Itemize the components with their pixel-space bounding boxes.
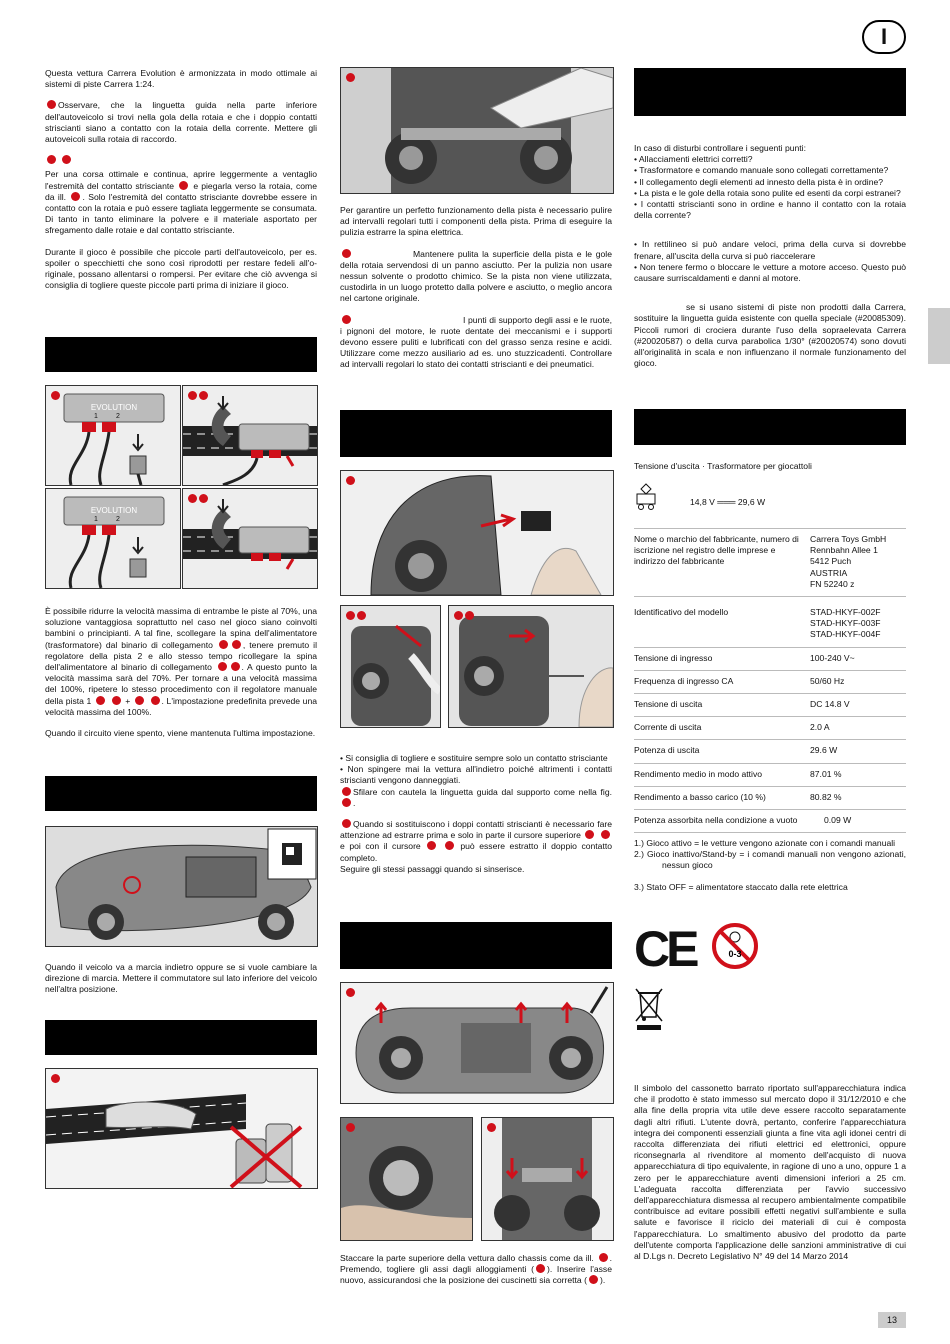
figure-guide-removal — [340, 470, 614, 596]
contact-tip-5: Seguire gli stessi passaggi quando si sinserisce. — [340, 863, 525, 874]
memory-paragraph: Quando il circuito viene spento, viene mantenuta l'ultima impostazione. — [45, 728, 316, 739]
column-2-mid — [340, 753, 612, 875]
figure-cleaning-track — [45, 1068, 318, 1189]
svg-text:2: 2 — [116, 413, 120, 420]
contact-tip-3: Sfilare con cautela la linguetta guida dal supporto come nella fig. . — [340, 787, 612, 809]
check-item: • I contatti striscianti sono in ordine e hanno il contatto con la rotaia della corrente? — [634, 199, 906, 221]
section-header-bar — [340, 922, 612, 969]
svg-text:1: 1 — [94, 413, 98, 420]
speed-paragraph: È possibile ridurre la velocità massima di entrambe le piste al 70%, una soluzione vantaggiosa soprattutto nel caso nel gioco siano coinvolti bambini o principianti. A tal fine, scollegare la spina dell'alimentatore (trasformatore) dal binario di collegamento , tenere premuto il regolatore della pista 2 e allo stesso tempo ricollegare la spina dell'alimentatore al binario di collegamento . A questo punto la velocità massima sarà del 70%. Per tornare a una velocità massima del 100%, ripetere lo stesso procedimento con il regolatore manuale della pista 1 + . L'impostazione predefinita prevede una velocità massima del 100%. — [45, 606, 318, 717]
figure-axle-removal — [340, 1117, 473, 1241]
contacts-paragraph: Per una corsa ottimale e continua, aprire leggermente a ventaglio l'estremità del contatto strisciante e piegarla verso la rotaia, come da ill. . Solo l'estremità del contatto strisciante dovrebbe essere in contatto con la rotaia e può essere tagliata leggermente se consumata. Di tanto in tanto eliminare la polvere e il materiale asportato per sfregamento dalle rotaie e dal contatto strisciante. — [45, 169, 318, 236]
spec-table — [634, 528, 906, 833]
age-warning-icon — [711, 922, 759, 973]
figure-contact-2 — [448, 605, 614, 728]
spec-row: Potenza di uscita 29.6 W — [634, 740, 906, 763]
figure-contact-1 — [340, 605, 441, 728]
contact-tip-2: • Non spingere mai la vettura all'indietro poiché altrimenti i contatti striscianti vengono danneggiati. — [340, 764, 612, 786]
page-number: 13 — [878, 1312, 906, 1328]
column-1 — [45, 68, 317, 301]
figure-lubrication — [340, 67, 614, 194]
troubleshoot-intro: In caso di disturbi controllare i seguenti punti: — [634, 143, 806, 153]
section-header-bar — [45, 1020, 317, 1055]
transformer-icon — [634, 483, 658, 514]
language-badge: I — [862, 20, 906, 54]
weee-bin-icon — [634, 987, 664, 1034]
small-parts-paragraph: Durante il gioco è possibile che piccole parti dell'autoveicolo, per es. spoiler o specchietti che sono così riprodotti per restare fedeli all'originale, possano allentarsi o rompersi. Per evitare che ciò avvenga si consiglia di togliere queste piccole parti prima di iniziare il gioco. — [45, 246, 317, 291]
intro-paragraph: Questa vettura Carrera Evolution è armonizzata in modo ottimale ai sistemi di piste Carrera 1:24. — [45, 68, 317, 90]
spec-row: Frequenza di ingresso CA 50/60 Hz — [634, 671, 906, 694]
driving-tip: • Non tenere fermo o bloccare le vetture a motore acceso. Questo può causare surriscaldamenti e danni al motore. — [634, 261, 906, 284]
section-header-bar — [45, 337, 317, 372]
spec-row: Tensione di uscita DC 14.8 V — [634, 694, 906, 717]
spec-row: Identificativo del modello STAD-HKYF-002F STAD-HKYF-003F STAD-HKYF-004F — [634, 597, 906, 648]
spec-row: Corrente di uscita 2.0 A — [634, 717, 906, 740]
svg-text:0-3: 0-3 — [728, 949, 742, 959]
section-header-bar — [45, 776, 317, 811]
figure-axle-bearing — [481, 1117, 614, 1241]
mode-notes: 1.) Gioco attivo = le vetture vengono azionate con i comandi manuali 2.) Gioco inattivo/Stand-by = i comandi manuali non vengono azionati, nessun gioco 3.) Stato OFF = alimentatore staccato dalla rete elettrica — [634, 838, 906, 892]
track-clean-paragraph: Mantenere pulita la superficie della pista e le gole della rotaia servendosi di un panno asciutto. Per la pulizia non usare nessun solvente o prodotto chimico. Se la pista non viene utilizzata, custodirla in un luogo protetto dalla polvere e asciutto, o meglio ancora nel cartone originale. — [340, 248, 612, 304]
marker-dot — [51, 391, 60, 400]
supply-value: 14,8 V ═══ 29,6 W — [690, 497, 766, 507]
contact-tip-1: • Si consiglia di togliere e sostituire sempre solo un contatto strisciante — [340, 753, 608, 763]
driving-tip: • In rettilineo si può andare veloci, prima della curva si dovrebbe frenare, all'uscita della curva si può riaccelerare — [634, 239, 906, 261]
check-item: • Il collegamento degli elementi ad innesto della pista è in ordine? — [634, 176, 884, 187]
supply-label: Tensione d'uscita · Trasformatore per giocattoli — [634, 461, 812, 471]
svg-text:EVOLUTION: EVOLUTION — [90, 506, 138, 515]
evolution-label: EVOLUTION — [90, 403, 138, 412]
axle-replace-paragraph: Staccare la parte superiore della vettura dallo chassis come da ill. . Premendo, togliere gli assi dagli alloggiamenti ( ). Inserire l'asse nuovo, assicurandosi che la posizione dei cuscinetti sia corretta ( ). — [340, 1253, 613, 1286]
column-2-top — [340, 205, 612, 381]
spec-row: Potenza assorbita nella condizione a vuoto 0.09 W — [634, 810, 906, 833]
figure-connection-4 — [182, 488, 318, 589]
spec-row: Nome o marchio del fabbricante, numero di iscrizione nel registro delle imprese e indirizzo del fabbricante Carrera Toys GmbH Rennbahn Allee 1 5412 Puch AUSTRIA FN 52240 z — [634, 529, 906, 597]
check-item: • Allacciamenti elettrici corretti? — [634, 154, 753, 165]
svg-text:2: 2 — [116, 516, 120, 523]
marker-dot — [62, 155, 71, 164]
figure-chassis-open — [340, 982, 614, 1104]
check-item: • Trasformatore e comando manuale sono collegati correttamente? — [634, 165, 889, 176]
guide-paragraph: Osservare, che la linguetta guida nella parte inferiore dell'autoveicolo si trovi nella gola della rotaia e che i doppio contatti striscianti siano a contatto con la rotaia della corrente. Mettere gli autoveicoli sulla rotaia di raccordo. — [45, 100, 317, 145]
axle-paragraph: I punti di supporto degli assi e le ruote, i pignoni del motore, le ruote dentate dei meccanismi e i supporti devono essere puliti e lubrificati con del grasso senza resine e acidi. Utilizzare come mezzo ausiliario ad es. uno stuzzicadenti. Controllare ad intervalli regolari lo stato dei contatti striscianti e dei pneumatici. — [340, 314, 612, 370]
column-1-mid — [45, 606, 317, 749]
column-3-top — [634, 143, 906, 379]
spec-row: Tensione di ingresso 100-240 V~ — [634, 648, 906, 671]
section-header-bar — [634, 409, 906, 445]
check-item: • La pista e le gole della rotaia sono pulite ed esenti da corpi estranei? — [634, 187, 901, 198]
section-header-bar — [340, 410, 612, 457]
contact-tip-4: Quando si sostituiscono i doppi contatti striscianti è necessario fare attenzione ad estrarre prima e solo in parte il cursore superiore e poi con il cursore può essere estratto il doppio contatto completo. — [340, 819, 613, 863]
figure-connection-3 — [45, 488, 181, 589]
figure-connection-2 — [182, 385, 318, 486]
switch-paragraph: Quando il veicolo va a marcia indietro oppure se si vuole cambiare la direzione di marcia. Mettere il commutatore sul lato inferiore del veicolo nell'altra posizione. — [45, 962, 317, 995]
weee-paragraph: Il simbolo del cassonetto barrato riportato sull'apparecchiatura indica che il prodotto è stato immesso sul mercato dopo il 31/12/2010 e che alla fine della propria vita utile deve essere raccolto separatamente dagli altri rifiuti. L'utente dovrà, pertanto, conferire l'apparecchiatura integra dei componenti essenziali giunta a fine vita agli idonei centri di raccolta differenziata dei rifiuti elettrici ed elettronici, oppure riconsegnarla al rivenditore al momento dell'acquisto di nuova apparecchiatura di tipo equivalente, in ragione di uno a uno, oppure 1 a zero per le apparecchiature aventi dimensioni inferiori a 25 cm. L'adeguata raccolta differenziata per l'avvio successivo dell'apparecchiatura dismessa al recupero ambientalmente compatibile contribuisce ad evitare possibili effetti negativi sull'ambiente e sulla salute e favorisce il riciclo dei materiali di cui è composta l'apparecchiatura. Lo smaltimento abusivo del prodotto da parte dell'utente comporta l'applicazione delle sanzioni amministrative di cui al D.Lgs n. Decreto Legislativo N° 49 del 14 Marzo 2014 — [634, 1083, 906, 1262]
figure-connection-1 — [45, 385, 181, 486]
figure-switch — [45, 826, 318, 947]
section-header-bar — [634, 68, 906, 116]
third-party-track-paragraph: se si usano sistemi di piste non prodotti dalla Carrera, sostituire la linguetta guida esistente con quella speciale (#20085309). Piccoli rumori di crociera durante l'uso della sopraelevata Carrera (#20020587) o della curva parabolica 1/30° (#20020574) sono dovuti all'originalità in scala e non influenzano il normale funzionamento del gioco. — [634, 302, 906, 369]
marker-dot — [47, 155, 56, 164]
ce-mark-icon: CE — [634, 921, 696, 977]
svg-text:1: 1 — [94, 516, 98, 523]
marker-dot — [47, 100, 56, 109]
spec-row: Rendimento medio in modo attivo 87.01 % — [634, 764, 906, 787]
spec-row: Rendimento a basso carico (10 %) 80.82 % — [634, 787, 906, 810]
maintenance-paragraph: Per garantire un perfetto funzionamento della pista è necessario pulire ad intervalli regolari tutti i componenti della pista. Prima di eseguire la pulizia estrarre la spina elettrica. — [340, 205, 612, 238]
side-tab — [928, 308, 950, 364]
